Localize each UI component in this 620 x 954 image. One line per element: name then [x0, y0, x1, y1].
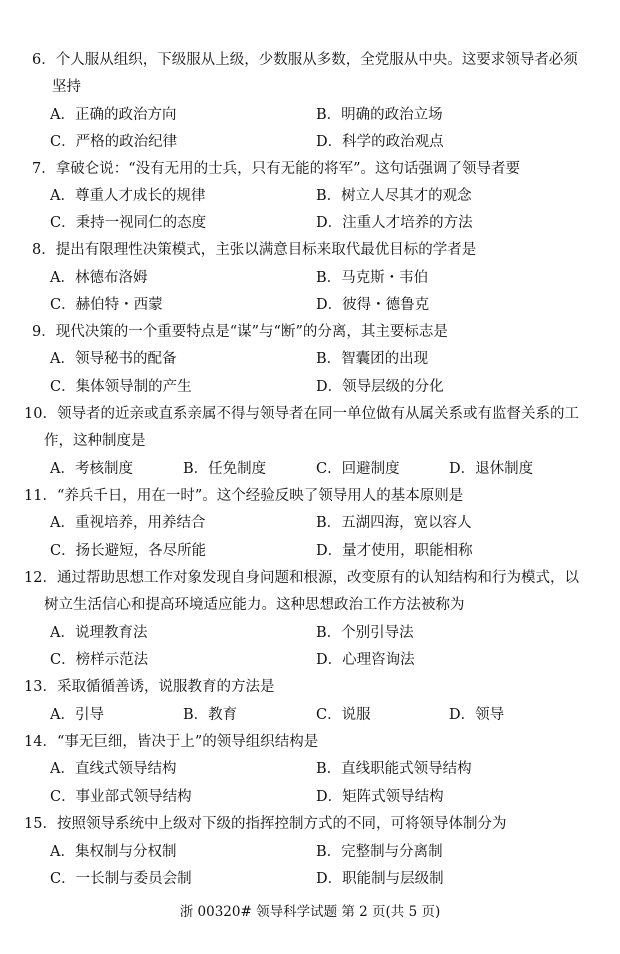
question-stem — [24, 401, 592, 455]
stem-text-continued: 树立生活信心和提高环境适应能力。这种思想政治工作方法被称为 — [44, 597, 465, 613]
stem-text: “养兵千日，用在一时”。这个经验反映了领导用人的基本原则是 — [56, 488, 464, 504]
option-c: C．扬长避短，各尽所能 — [50, 543, 207, 559]
question-number: 15． — [24, 816, 57, 832]
stem-text: 通过帮助思想工作对象发现自身问题和根源，改变原有的认知结构和行为模式，以 — [56, 570, 579, 586]
stem-text: 按照领导系统中上级对下级的指挥控制方式的不同，可将领导体制分为 — [56, 816, 507, 832]
option-a: A．尊重人才成长的规律 — [50, 188, 206, 204]
option-b: B．教育 — [183, 707, 238, 723]
option-a: A．引导 — [50, 707, 104, 723]
option-d: D．领导 — [449, 707, 505, 723]
option-c: C．一长制与委员会制 — [50, 871, 192, 887]
stem-text-continued: 作，这种制度是 — [44, 433, 146, 449]
option-b: B．马克斯・韦伯 — [316, 270, 429, 286]
question-stem — [24, 729, 592, 756]
question-stem — [32, 47, 592, 101]
option-c: C．回避制度 — [316, 461, 400, 477]
stem-text: 采取循循善诱，说服教育的方法是 — [56, 679, 275, 695]
option-b: B．完整制与分离制 — [316, 844, 443, 860]
option-b: B．明确的政治立场 — [316, 107, 443, 123]
option-b: B．五湖四海，宽以容人 — [316, 515, 472, 531]
option-d: D．注重人才培养的方法 — [316, 215, 473, 231]
option-a: A．正确的政治方向 — [50, 107, 177, 123]
question-stem — [32, 156, 592, 183]
option-b: B．树立人尽其才的观念 — [316, 188, 472, 204]
option-d: D．矩阵式领导结构 — [316, 789, 444, 805]
stem-text-continued: 坚持 — [52, 79, 81, 95]
option-c: C．严格的政治纪律 — [50, 134, 178, 150]
question-stem — [32, 319, 592, 346]
question-stem — [24, 674, 592, 701]
stem-text: 领导者的近亲或直系亲属不得与领导者在同一单位做有从属关系或有监督关系的工 — [56, 406, 579, 422]
option-b: B．任免制度 — [183, 461, 267, 477]
stem-text: 提出有限理性决策模式，主张以满意目标来取代最优目标的学者是 — [55, 242, 477, 258]
question-stem — [24, 565, 592, 619]
option-a: A．领导秘书的配备 — [50, 351, 177, 367]
option-c: C．事业部式领导结构 — [50, 789, 192, 805]
question-number: 9． — [32, 324, 56, 340]
page-footer: 浙 00320# 领导科学试题 第 2 页(共 5 页) — [179, 904, 441, 920]
question-number: 11． — [24, 488, 57, 504]
option-a: A．集权制与分权制 — [50, 844, 177, 860]
stem-text: 现代决策的一个重要特点是“谋”与“断”的分离，其主要标志是 — [55, 324, 448, 340]
option-d: D．量才使用，职能相称 — [316, 543, 473, 559]
stem-text: 拿破仑说：“没有无用的士兵，只有无能的将军”。这句话强调了领导者要 — [55, 161, 521, 177]
option-d: D．领导层级的分化 — [316, 379, 444, 395]
stem-text: 个人服从组织，下级服从上级，少数服从多数，全党服从中央。这要求领导者必须 — [55, 52, 578, 68]
question-number: 8． — [32, 242, 56, 258]
option-d: D．心理咨询法 — [316, 652, 415, 668]
option-b: B．直线职能式领导结构 — [316, 761, 472, 777]
option-b: B．智囊团的出现 — [316, 351, 429, 367]
option-d: D．科学的政治观点 — [316, 134, 444, 150]
question-number: 14． — [24, 734, 57, 750]
option-b: B．个别引导法 — [316, 625, 414, 641]
question-stem — [24, 811, 592, 838]
question-stem — [32, 237, 592, 264]
option-c: C．集体领导制的产生 — [50, 379, 192, 395]
question-number: 12． — [24, 570, 57, 586]
question-number: 10． — [24, 406, 57, 422]
question-number: 13． — [24, 679, 57, 695]
option-a: A．林德布洛姆 — [50, 270, 148, 286]
option-c: C．秉持一视同仁的态度 — [50, 215, 207, 231]
option-a: A．说理教育法 — [50, 625, 148, 641]
question-number: 7． — [32, 161, 56, 177]
option-d: D．退休制度 — [449, 461, 534, 477]
option-a: A．重视培养，用养结合 — [50, 515, 206, 531]
question-number: 6． — [32, 52, 56, 68]
stem-text: “事无巨细，皆决于上”的领导组织结构是 — [56, 734, 319, 750]
option-a: A．考核制度 — [50, 461, 133, 477]
option-c: C．榜样示范法 — [50, 652, 149, 668]
question-stem — [24, 483, 592, 510]
option-d: D．彼得・德鲁克 — [316, 297, 430, 313]
option-c: C．说服 — [316, 707, 371, 723]
option-c: C．赫伯特・西蒙 — [50, 297, 163, 313]
option-d: D．职能制与层级制 — [316, 871, 444, 887]
option-a: A．直线式领导结构 — [50, 761, 177, 777]
